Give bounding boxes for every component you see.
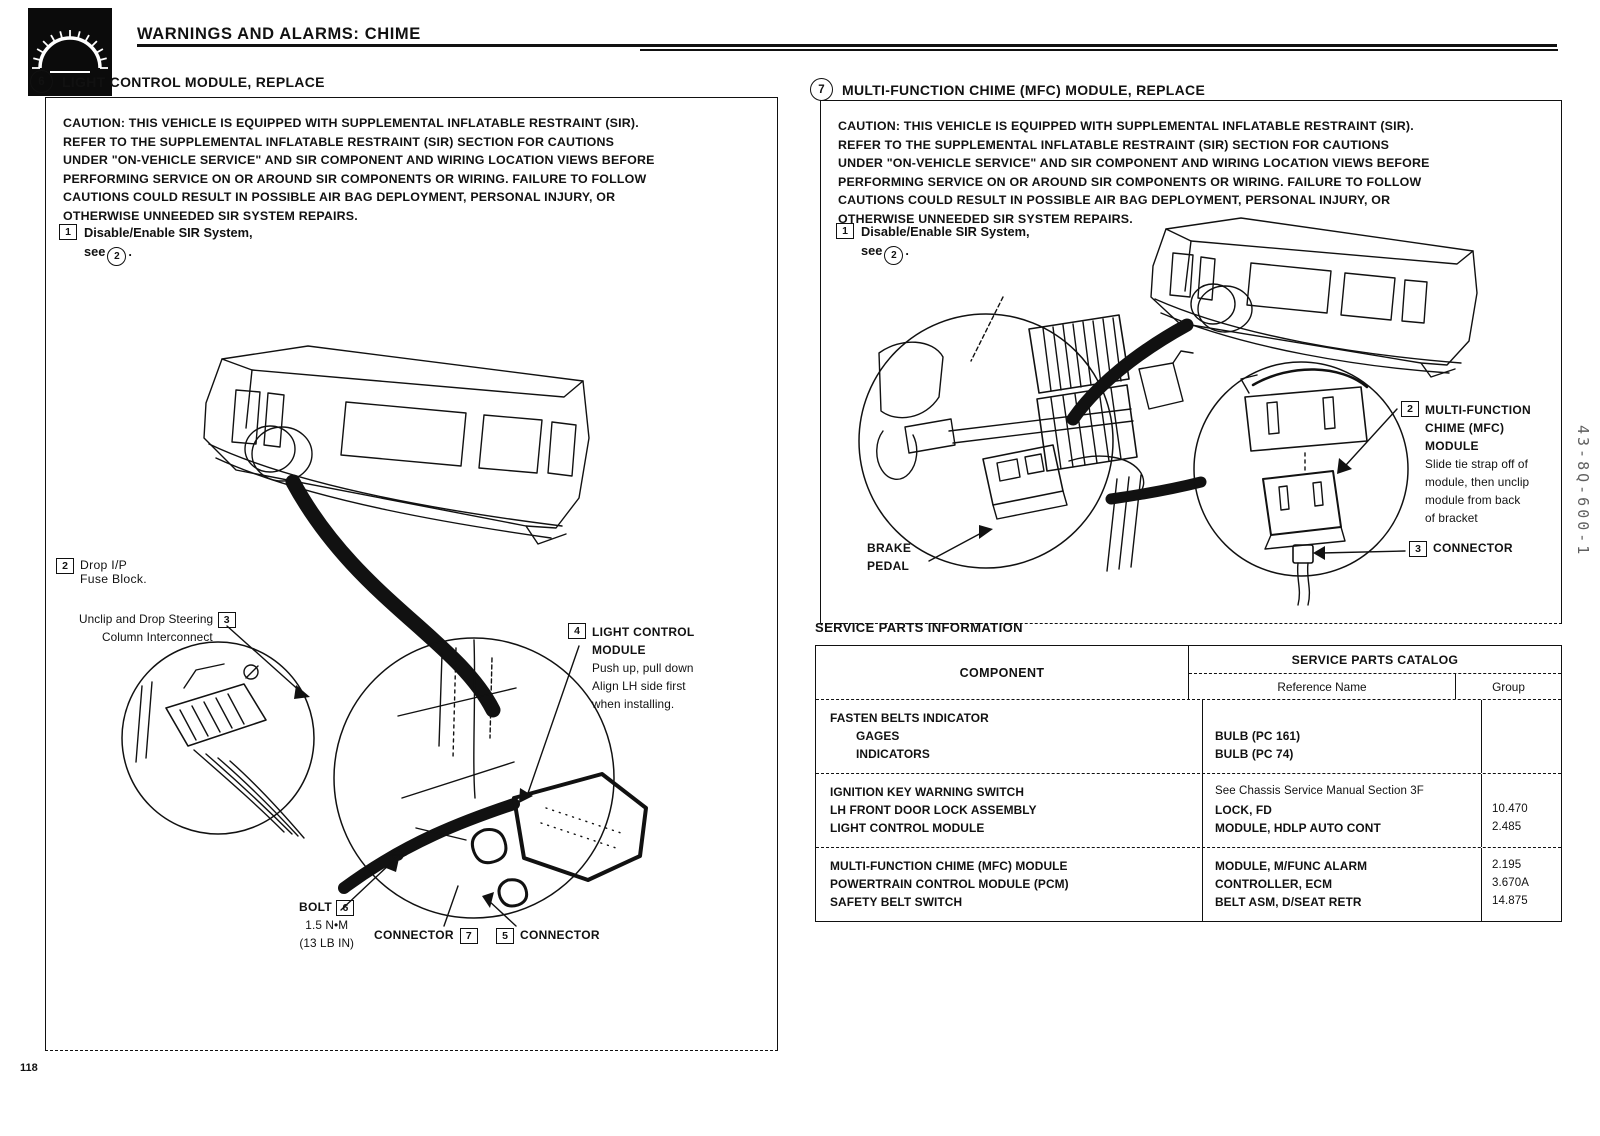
step-number-box: 3 [1409, 541, 1427, 557]
col-header-reference: Reference Name [1277, 680, 1367, 694]
ip-trim-plate-art [204, 346, 589, 544]
label-connector-3: 3 CONNECTOR [1409, 541, 1513, 557]
left-section-number: 6 [30, 70, 53, 93]
col-header-component: COMPONENT [959, 665, 1045, 680]
label-text: Drop I/P Fuse Block. [80, 558, 147, 586]
label-bolt: BOLT 6 1.5 N•M (13 LB IN) [299, 900, 355, 950]
label-connector-7: CONNECTOR 7 [374, 928, 478, 944]
step-number-box: 7 [460, 928, 478, 944]
handwritten-margin-note: 43-8Q-600-1 [1574, 425, 1592, 558]
left-caution-text: CAUTION: THIS VEHICLE IS EQUIPPED WITH SUPPLEMENTAL INFLATABLE RESTRAINT (SIR). REFER TO THE SUPPLEMENTAL INFLATABLE RESTRAINT (SIR) SECTION FOR CAUTIONS UNDER "ON-VEHICLE SERVICE" AND SIR COMPONENT AND WIRING LOCATION VIEWS BEFORE PERFORMING SERVICE ON OR AROUND SIR COMPONENTS OR WIRING. FAILURE TO FOLLOW CAUTIONS COULD RESULT IN POSSIBLE AIR BAG DEPLOYMENT, PERSONAL INJURY, OR OTHERWISE UNNEEDED SIR SYSTEM REPAIRS. [63, 116, 655, 224]
step-text: Disable/Enable SIR System, see 2 . [84, 224, 253, 266]
step-number-box: 4 [568, 623, 586, 639]
right-section-heading [810, 78, 1205, 101]
step-number-box: 3 [218, 612, 236, 628]
mfc-module-detail-art [1194, 362, 1408, 605]
step-number-box: 2 [1401, 401, 1419, 417]
step-number-box: 2 [56, 558, 74, 574]
right-section-title: MULTI-FUNCTION CHIME (MFC) MODULE, REPLACE [842, 81, 1206, 98]
left-section-title: LIGHT CONTROL MODULE, REPLACE [62, 73, 325, 90]
header-rule-smear [640, 49, 1558, 51]
parts-table-title: SERVICE PARTS INFORMATION [815, 620, 1023, 635]
step-number-box: 5 [496, 928, 514, 944]
right-caution-text: CAUTION: THIS VEHICLE IS EQUIPPED WITH SUPPLEMENTAL INFLATABLE RESTRAINT (SIR). REFER TO THE SUPPLEMENTAL INFLATABLE RESTRAINT (SIR) SECTION FOR CAUTIONS UNDER "ON-VEHICLE SERVICE" AND SIR COMPONENT AND WIRING LOCATION VIEWS BEFORE PERFORMING SERVICE ON OR AROUND SIR COMPONENTS OR WIRING. FAILURE TO FOLLOW CAUTIONS COULD RESULT IN POSSIBLE AIR BAG DEPLOYMENT, PERSONAL INJURY, OR OTHERWISE UNNEEDED SIR SYSTEM REPAIRS. [838, 119, 1430, 227]
table-row: FASTEN BELTS INDICATOR GAGES INDICATORS BULB (PC 161) BULB (PC 74) [816, 700, 1561, 773]
table-row: MULTI-FUNCTION CHIME (MFC) MODULE POWERTRAIN CONTROL MODULE (PCM) SAFETY BELT SWITCH MODULE, M/FUNC ALARM CONTROLLER, ECM BELT ASM, D/SEAT RETR 2.195 3.670A 14.875 [816, 847, 1561, 921]
label-text: LIGHT CONTROL MODULE Push up, pull down Align LH side first when installing. [592, 625, 695, 711]
col-header-catalog: SERVICE PARTS CATALOG [1291, 653, 1459, 667]
label-mfc-module [1401, 401, 1531, 527]
label-light-control-module [568, 623, 695, 713]
brake-pedal-detail-art [859, 297, 1193, 571]
step-number-box: 1 [836, 223, 854, 239]
ip-trim-plate-art [1151, 218, 1477, 377]
step-number-box: 6 [336, 900, 354, 916]
see-ref-circle: 2 [884, 246, 903, 265]
table-header [816, 646, 1561, 700]
routing-band-art [293, 482, 514, 888]
fuse-block-detail-art [122, 626, 314, 838]
label-steering-interconnect: Unclip and Drop Steering 3 Column Interconnect [79, 610, 236, 646]
col-header-catalog-group [1188, 646, 1561, 699]
label-brake-pedal: BRAKE PEDAL [867, 541, 912, 573]
col-header-group: Group [1455, 674, 1561, 699]
right-section-number: 7 [810, 78, 833, 101]
step-text: Disable/Enable SIR System, see 2 . [861, 223, 1030, 265]
step-number-box: 1 [59, 224, 77, 240]
label-connector-5: 5 CONNECTOR [496, 928, 600, 944]
right-section-box [820, 100, 1562, 624]
service-parts-table [815, 645, 1562, 922]
page-number: 118 [20, 1062, 38, 1074]
label-text: MULTI-FUNCTION CHIME (MFC) MODULE Slide tie strap off of module, then unclip module from back of bracket [1425, 403, 1531, 525]
label-drop-fuse-block [56, 558, 147, 586]
table-row: IGNITION KEY WARNING SWITCH LH FRONT DOOR LOCK ASSEMBLY LIGHT CONTROL MODULE See Chassis Service Manual Section 3F LOCK, FD MODULE, HDLP AUTO CONT 10.470 2.485 [816, 773, 1561, 847]
left-section-box [45, 97, 778, 1051]
see-ref-circle: 2 [107, 247, 126, 266]
light-control-module-diagram [46, 98, 777, 1050]
page-title: WARNINGS AND ALARMS: CHIME [137, 25, 421, 43]
header-rule [137, 44, 1557, 47]
left-section-heading [30, 70, 325, 93]
